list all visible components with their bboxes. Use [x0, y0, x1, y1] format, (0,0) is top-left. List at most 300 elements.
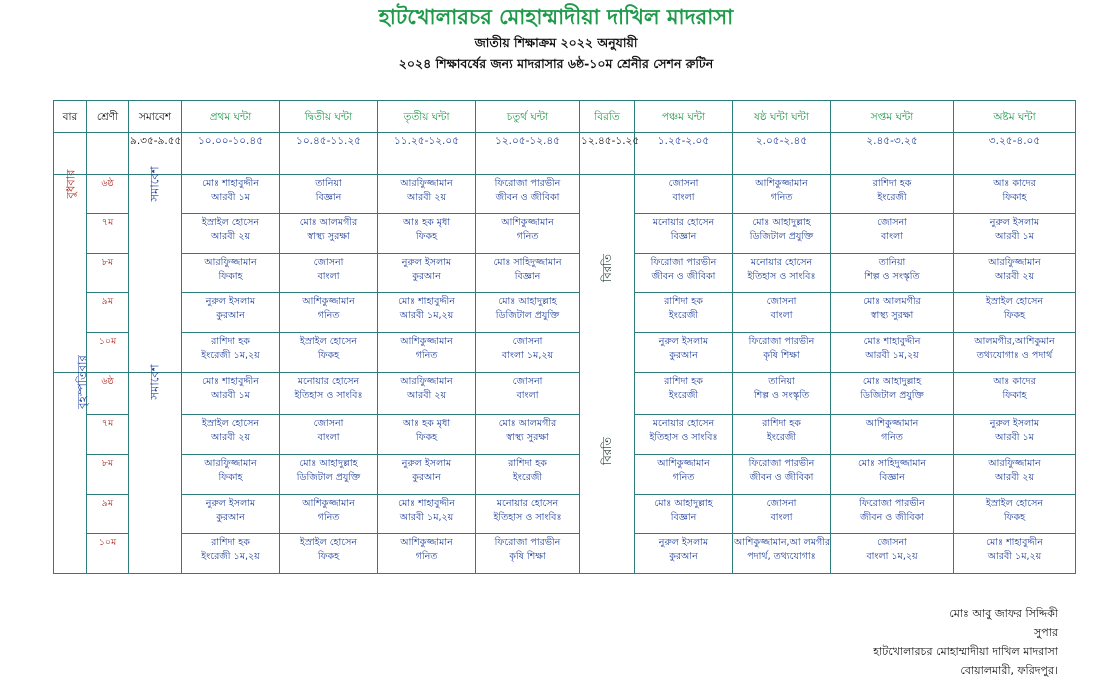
period-cell	[182, 214, 280, 254]
signature-block	[873, 604, 1058, 680]
teacher-name: ফিরোজা পারভীন	[748, 458, 815, 470]
teacher-name: জোসনা	[512, 375, 543, 387]
subject-name: ইংরেজী ১ম,২য়	[201, 349, 260, 361]
day-cell	[54, 354, 89, 573]
break-cell	[580, 174, 635, 573]
subject-name: ইংরেজী	[766, 432, 797, 444]
teacher-name: জোসনা	[512, 335, 543, 347]
teacher-name: আশিকুজ্জামান	[302, 296, 355, 308]
period-cell	[182, 293, 280, 333]
time-row	[54, 133, 1076, 174]
day-label: বৃহস্পতিবার	[74, 354, 89, 409]
time-day-blank	[54, 133, 87, 174]
period-cell	[831, 455, 954, 495]
period-cell	[635, 415, 733, 455]
period-cell	[733, 372, 831, 415]
period-cell	[635, 494, 733, 534]
teacher-name: জোসনা	[877, 217, 907, 229]
subject-name: গনিত	[317, 511, 340, 523]
period-cell	[476, 494, 580, 534]
teacher-name: মোঃ শাহাবুদ্দীন	[202, 177, 259, 189]
period-cell	[954, 415, 1076, 455]
subject-name: আরবী ১ম	[211, 191, 250, 203]
time-break: ১২.৪৫-১.২৫	[580, 133, 635, 174]
period-cell	[733, 534, 831, 574]
subject-name: কৃষি শিক্ষা	[509, 551, 546, 563]
class-label: ৭ম	[87, 415, 129, 455]
period-cell	[954, 534, 1076, 574]
subject-name: জীবন ও জীবিকা	[651, 270, 716, 282]
time-period-7: ২.৪৫-৩.২৫	[831, 133, 954, 174]
subject-name: ইংরেজী ১ম,২য়	[201, 551, 260, 563]
period-cell	[733, 415, 831, 455]
period-cell	[378, 534, 476, 574]
day-label: বুধবার	[62, 169, 77, 199]
subject-name: জীবন ও জীবিকা	[749, 472, 814, 484]
subject-name: ফিকাহ	[218, 270, 243, 282]
period-cell	[831, 415, 954, 455]
teacher-name: জোসনা	[668, 177, 699, 189]
institution-title: হাটখোলারচর মোহাম্মাদীয়া দাখিল মাদরাসা	[378, 5, 734, 29]
teacher-name: জোসনা	[766, 497, 797, 509]
teacher-name: আঃ হক মৃধা	[402, 418, 451, 430]
subject-name: বাংলা	[770, 511, 793, 523]
routine-table	[53, 100, 1076, 574]
time-assembly: ৯.৩৫-৯.৫৫	[129, 133, 182, 174]
subject-name: কুরআন	[412, 472, 441, 484]
time-period-2: ১০.৪৫-১১.২৫	[280, 133, 378, 174]
col-assembly: সমাবেশ	[129, 101, 182, 133]
col-period-6: ষষ্ঠ ঘন্টা ঘন্টা	[733, 101, 831, 133]
subject-name: বিজ্ঞান	[670, 231, 697, 243]
period-cell	[954, 455, 1076, 495]
subject-name: স্বাস্থ্য সুরক্ষা	[870, 310, 914, 322]
table-row	[54, 253, 1076, 293]
teacher-name: মোঃ শাহাবুদ্দীন	[398, 296, 455, 308]
period-cell	[476, 534, 580, 574]
period-cell	[954, 332, 1076, 372]
period-cell	[182, 534, 280, 574]
teacher-name: নুরুল ইসলাম	[401, 458, 452, 470]
teacher-name: নুরুল ইসলাম	[205, 296, 256, 308]
period-cell	[954, 174, 1076, 214]
teacher-name: জোসনা	[766, 296, 797, 308]
col-day: বার	[54, 101, 87, 133]
teacher-name: ইস্রাইল হোসেন	[299, 537, 358, 549]
subject-name: কুরআন	[669, 349, 698, 361]
table-row	[54, 293, 1076, 333]
class-label: ৬ষ্ঠ	[87, 174, 129, 214]
subject-name: কুরআন	[669, 551, 698, 563]
period-cell	[280, 174, 378, 214]
period-cell	[831, 293, 954, 333]
subject-name: আরবী ১ম,২য়	[399, 310, 454, 322]
subject-name: ইংরেজী	[512, 472, 543, 484]
teacher-name: মোঃ আহাদুল্লাহ	[752, 217, 811, 229]
subject-name: ফিকাহ	[1002, 191, 1027, 203]
subject-name: বাংলা	[317, 432, 340, 444]
time-period-4: ১২.০৫-১২.৪৫	[476, 133, 580, 174]
subject-name: বাংলা ১ম,২য়	[866, 551, 918, 563]
subject-name: কুরআন	[216, 310, 245, 322]
subject-name: ফিকাহ	[1002, 389, 1027, 401]
period-cell	[476, 293, 580, 333]
teacher-name: রাশিদা হক	[508, 458, 547, 470]
period-cell	[182, 253, 280, 293]
period-cell	[280, 253, 378, 293]
period-cell	[280, 455, 378, 495]
teacher-name: জোসনা	[313, 418, 344, 430]
routine-title: ২০২৪ শিক্ষাবর্ষের জন্য মাদরাসার ৬ষ্ঠ-১০ম শ্রেনীর সেশন রুটিন	[398, 56, 714, 71]
teacher-name: আশিকুজ্জামান	[400, 335, 453, 347]
period-cell	[733, 214, 831, 254]
col-period-1: প্রথম ঘন্টা	[182, 101, 280, 133]
period-cell	[182, 494, 280, 534]
subject-name: আরবী ২য়	[210, 231, 251, 243]
period-cell	[476, 332, 580, 372]
subject-name: ডিজিটাল প্রযুক্তি	[860, 389, 924, 401]
teacher-name: মনোয়ার হোসেন	[496, 497, 559, 509]
period-cell	[280, 214, 378, 254]
teacher-name: মনোয়ার হোসেন	[297, 375, 360, 387]
teacher-name: রাশিদা হক	[762, 418, 801, 430]
period-cell	[476, 415, 580, 455]
subject-name: ফিকহ	[317, 349, 340, 361]
subject-name: গনিত	[672, 472, 695, 484]
time-period-8: ৩.২৫-৪.০৫	[954, 133, 1076, 174]
class-label: ৮ম	[87, 253, 129, 293]
teacher-name: ইস্রাইল হোসেন	[201, 418, 260, 430]
subject-name: ইংরেজী	[668, 389, 699, 401]
subject-name: ডিজিটাল প্রযুক্তি	[495, 310, 560, 322]
class-label: ১০ম	[87, 534, 129, 574]
teacher-name: ফিরোজা পারভীন	[748, 335, 815, 347]
subject-name: কৃষি শিক্ষা	[763, 349, 800, 361]
teacher-name: তানিয়া	[768, 375, 795, 387]
period-cell	[954, 214, 1076, 254]
teacher-name: আশিকুজ্জামান	[755, 177, 808, 189]
day-cell	[54, 169, 87, 372]
teacher-name: আরফিুজ্জামান	[400, 177, 453, 189]
teacher-name: আশিকুজ্জামান	[302, 497, 355, 509]
class-label: ৮ম	[87, 455, 129, 495]
teacher-name: আশিকুজ্জামান	[501, 217, 554, 229]
time-period-6: ২.০৫-২.৪৫	[733, 133, 831, 174]
period-cell	[378, 372, 476, 415]
teacher-name: আশিকুজ্জামান	[400, 537, 453, 549]
teacher-name: নুরুল ইসলাম	[989, 217, 1040, 229]
teacher-name: মনোয়ার হোসেন	[750, 256, 813, 268]
subject-name: জীবন ও জীবিকা	[495, 191, 560, 203]
period-cell	[635, 293, 733, 333]
signature-designation: সুপার	[1034, 626, 1058, 639]
period-cell	[182, 372, 280, 415]
time-period-5: ১.২৫-২.০৫	[635, 133, 733, 174]
subject-name: ফিকহ	[1003, 511, 1026, 523]
break-label-2: বিরতি	[600, 437, 614, 466]
col-break: বিরতি	[580, 101, 635, 133]
period-cell	[378, 494, 476, 534]
teacher-name: রাশিদা হক	[211, 537, 250, 549]
period-cell	[733, 174, 831, 214]
teacher-name: মোঃ শাহাবুদ্দীন	[202, 375, 259, 387]
subject-name: ফিকহ	[1003, 310, 1026, 322]
subject-name: আরবী ১ম,২য়	[987, 551, 1042, 563]
period-cell	[831, 253, 954, 293]
subject-name: শিল্প ও সংস্কৃতি	[864, 270, 920, 282]
table-row	[54, 174, 1076, 214]
period-cell	[831, 494, 954, 534]
period-cell	[280, 415, 378, 455]
subject-name: বিজ্ঞান	[514, 270, 541, 282]
teacher-name: মোঃ শাহাবুদ্দীন	[398, 497, 455, 509]
teacher-name: আঃ কাদের	[993, 375, 1036, 387]
period-cell	[831, 214, 954, 254]
assembly-cell	[129, 363, 182, 573]
subject-name: ফিকহ	[317, 551, 340, 563]
period-cell	[182, 455, 280, 495]
subject-name: তথ্যযোগাঃ ও পদার্থ	[976, 349, 1053, 361]
time-period-1: ১০.০০-১০.৪৫	[182, 133, 280, 174]
subject-name: ফিকহ	[415, 432, 438, 444]
subject-name: গনিত	[516, 231, 539, 243]
signature-address: বোয়ালমারী, ফরিদপুর।	[960, 664, 1058, 677]
time-class-blank	[87, 133, 129, 174]
col-period-7: সপ্তম ঘন্টা	[831, 101, 954, 133]
teacher-name: ফিরোজা পারভীন	[494, 177, 561, 189]
table-row	[54, 494, 1076, 534]
teacher-name: মোঃ শাহাবুদ্দীন	[863, 335, 921, 347]
col-class: শ্রেণী	[87, 101, 129, 133]
teacher-name: মোঃ শাহাবুদ্দীন	[986, 537, 1043, 549]
teacher-name: ফিরোজা পারভীন	[494, 537, 561, 549]
class-label: ৯ম	[87, 494, 129, 534]
subject-name: স্বাস্থ্য সুরক্ষা	[307, 231, 350, 243]
subject-name: ইংরেজী	[877, 191, 907, 203]
subject-name: ইতিহাস ও সাংবিঃ	[294, 389, 363, 401]
teacher-name: মোঃ সাহিদুজ্জামান	[493, 256, 562, 268]
subject-name: গনিত	[317, 310, 340, 322]
period-cell	[635, 253, 733, 293]
period-cell	[635, 372, 733, 415]
curriculum-line: জাতীয় শিক্ষাক্রম ২০২২ অনুযায়ী	[474, 35, 638, 50]
period-cell	[280, 372, 378, 415]
teacher-name: নুরুল ইসলাম	[401, 256, 452, 268]
col-period-4: চতুর্থ ঘন্টা	[476, 101, 580, 133]
teacher-name: রাশিদা হক	[664, 375, 703, 387]
period-cell	[378, 214, 476, 254]
class-label: ১০ম	[87, 332, 129, 372]
teacher-name: মোঃ আলমগীর	[498, 418, 557, 430]
subject-name: পদার্থ, তথ্যযোগাঃ	[747, 551, 816, 563]
period-cell	[182, 174, 280, 214]
period-cell	[733, 455, 831, 495]
period-cell	[280, 332, 378, 372]
subject-name: বাংলা ১ম,২য়	[501, 349, 554, 361]
teacher-name: আরফিুজ্জামান	[204, 256, 257, 268]
teacher-name: মোঃ আলমগীর	[299, 217, 358, 229]
subject-name: আরবী ২য়	[994, 472, 1035, 484]
teacher-name: আঃ হক মৃধা	[402, 217, 451, 229]
period-cell	[954, 372, 1076, 415]
col-period-2: দ্বিতীয় ঘন্টা	[280, 101, 378, 133]
teacher-name: তানিয়া	[315, 177, 342, 189]
teacher-name: নুরুল ইসলাম	[205, 497, 256, 509]
subject-name: আরবী ১ম,২য়	[865, 349, 919, 361]
subject-name: ইতিহাস ও সাংবিঃ	[493, 511, 562, 523]
teacher-name: রাশিদা হক	[664, 296, 703, 308]
teacher-name: ইস্রাইল হোসেন	[201, 217, 260, 229]
subject-name: কুরআন	[216, 511, 245, 523]
table-row	[54, 534, 1076, 574]
teacher-name: ইস্রাইল হোসেন	[299, 335, 358, 347]
teacher-name: আরফিুজ্জামান	[400, 375, 453, 387]
period-cell	[182, 332, 280, 372]
subject-name: বাংলা	[770, 310, 793, 322]
period-cell	[476, 174, 580, 214]
period-cell	[954, 494, 1076, 534]
subject-name: গনিত	[415, 551, 438, 563]
period-cell	[378, 415, 476, 455]
assembly-label: সমাবেশ	[148, 166, 162, 202]
period-cell	[476, 455, 580, 495]
subject-name: বাংলা	[516, 389, 539, 401]
table-row	[54, 332, 1076, 372]
period-cell	[476, 214, 580, 254]
subject-name: ইতিহাস ও সাংবিঃ	[747, 270, 816, 282]
teacher-name: নুরুল ইসলাম	[658, 335, 709, 347]
subject-name: গনিত	[415, 349, 438, 361]
teacher-name: জোসনা	[877, 537, 907, 549]
period-cell	[954, 293, 1076, 333]
subject-name: আরবী ২য়	[406, 389, 447, 401]
teacher-name: ফিরোজা পারভীন	[859, 497, 925, 509]
teacher-name: আশিকুজ্জামান,আ লমগীর	[734, 537, 831, 549]
teacher-name: আরফিুজ্জামান	[988, 458, 1041, 470]
subject-name: জীবন ও জীবিকা	[860, 511, 924, 523]
col-period-3: তৃতীয় ঘন্টা	[378, 101, 476, 133]
teacher-name: রাশিদা হক	[872, 177, 912, 189]
period-cell	[733, 494, 831, 534]
teacher-name: নুরুল ইসলাম	[989, 418, 1040, 430]
subject-name: বিজ্ঞান	[315, 191, 342, 203]
period-cell	[635, 534, 733, 574]
period-cell	[378, 253, 476, 293]
period-cell	[476, 372, 580, 415]
period-cell	[733, 253, 831, 293]
subject-name: ডিজিটাল প্রযুক্তি	[749, 231, 814, 243]
table-row	[54, 372, 1076, 415]
teacher-name: তানিয়া	[878, 256, 906, 268]
teacher-name: আশিকুজ্জামান	[865, 418, 919, 430]
table-row	[54, 214, 1076, 254]
subject-name: আরবী ২য়	[406, 191, 447, 203]
subject-name: গনিত	[770, 191, 793, 203]
subject-name: ফিকাহ	[218, 472, 243, 484]
subject-name: ফিকহ	[415, 231, 438, 243]
col-period-8: অষ্টম ঘন্টা	[954, 101, 1076, 133]
teacher-name: রাশিদা হক	[211, 335, 250, 347]
teacher-name: নুরুল ইসলাম	[658, 537, 709, 549]
teacher-name: মোঃ আহাদুল্লাহ	[498, 296, 557, 308]
signature-institution: হাটখোলারচর মোহাম্মাদীয়া দাখিল মাদরাসা	[873, 645, 1058, 658]
period-cell	[733, 332, 831, 372]
teacher-name: মোঃ আহাদুল্লাহ	[654, 497, 713, 509]
period-cell	[280, 494, 378, 534]
subject-name: আরবী ১ম	[211, 389, 250, 401]
assembly-cell	[129, 166, 182, 372]
teacher-name: মোঃ সাহিদুজ্জামান	[857, 458, 927, 470]
teacher-name: ফিরোজা পারভীন	[650, 256, 717, 268]
subject-name: ইংরেজী	[668, 310, 699, 322]
period-cell	[280, 293, 378, 333]
subject-name: আরবী ১ম	[995, 231, 1034, 243]
subject-name: বাংলা	[317, 270, 340, 282]
period-cell	[182, 415, 280, 455]
table-row	[54, 455, 1076, 495]
subject-name: শিল্প ও সংস্কৃতি	[753, 389, 810, 401]
period-cell	[635, 174, 733, 214]
period-cell	[831, 372, 954, 415]
period-cell	[378, 455, 476, 495]
period-cell	[476, 253, 580, 293]
teacher-name: মোঃ আহাদুল্লাহ	[862, 375, 922, 387]
teacher-name: মোঃ আহাদুল্লাহ	[299, 458, 358, 470]
class-label: ৬ষ্ঠ	[87, 372, 129, 415]
period-cell	[280, 534, 378, 574]
subject-name: বাংলা	[881, 231, 903, 243]
period-cell	[831, 332, 954, 372]
period-cell	[378, 332, 476, 372]
teacher-name: মনোয়ার হোসেন	[652, 217, 715, 229]
period-cell	[831, 534, 954, 574]
period-cell	[378, 174, 476, 214]
period-cell	[378, 293, 476, 333]
period-cell	[635, 332, 733, 372]
subject-name: কুরআন	[412, 270, 441, 282]
teacher-name: আশিকুজ্জামান	[657, 458, 710, 470]
subject-name: বাংলা	[672, 191, 695, 203]
teacher-name: আরফিুজ্জামান	[988, 256, 1041, 268]
subject-name: আরবী ১ম	[995, 432, 1034, 444]
assembly-label: সমাবেশ	[148, 363, 162, 400]
col-period-5: পঞ্চম ঘন্টা	[635, 101, 733, 133]
subject-name: আরবী ১ম,২য়	[399, 511, 454, 523]
period-cell	[635, 214, 733, 254]
teacher-name: জোসনা	[313, 256, 344, 268]
period-cell	[733, 293, 831, 333]
teacher-name: আঃ কাদের	[993, 177, 1036, 189]
period-cell	[954, 253, 1076, 293]
teacher-name: আরফিুজ্জামান	[204, 458, 257, 470]
period-cell	[831, 174, 954, 214]
subject-name: গনিত	[881, 432, 903, 444]
header-row	[54, 101, 1076, 133]
subject-name: আরবী ২য়	[210, 432, 251, 444]
teacher-name: ইস্রাইল হোসেন	[985, 497, 1044, 509]
signature-name: মোঃ আবু জাফর সিদ্দিকী	[949, 607, 1058, 620]
subject-name: ইতিহাস ও সাংবিঃ	[649, 432, 718, 444]
class-label: ৭ম	[87, 214, 129, 254]
teacher-name: মোঃ আলমগীর	[863, 296, 921, 308]
subject-name: ডিজিটাল প্রযুক্তি	[296, 472, 361, 484]
break-label-1: বিরতি	[600, 254, 614, 283]
table-row	[54, 415, 1076, 455]
period-cell	[635, 455, 733, 495]
time-period-3: ১১.২৫-১২.০৫	[378, 133, 476, 174]
subject-name: বিজ্ঞান	[879, 472, 905, 484]
teacher-name: আলমগীর,আশিকুমান	[974, 335, 1055, 347]
